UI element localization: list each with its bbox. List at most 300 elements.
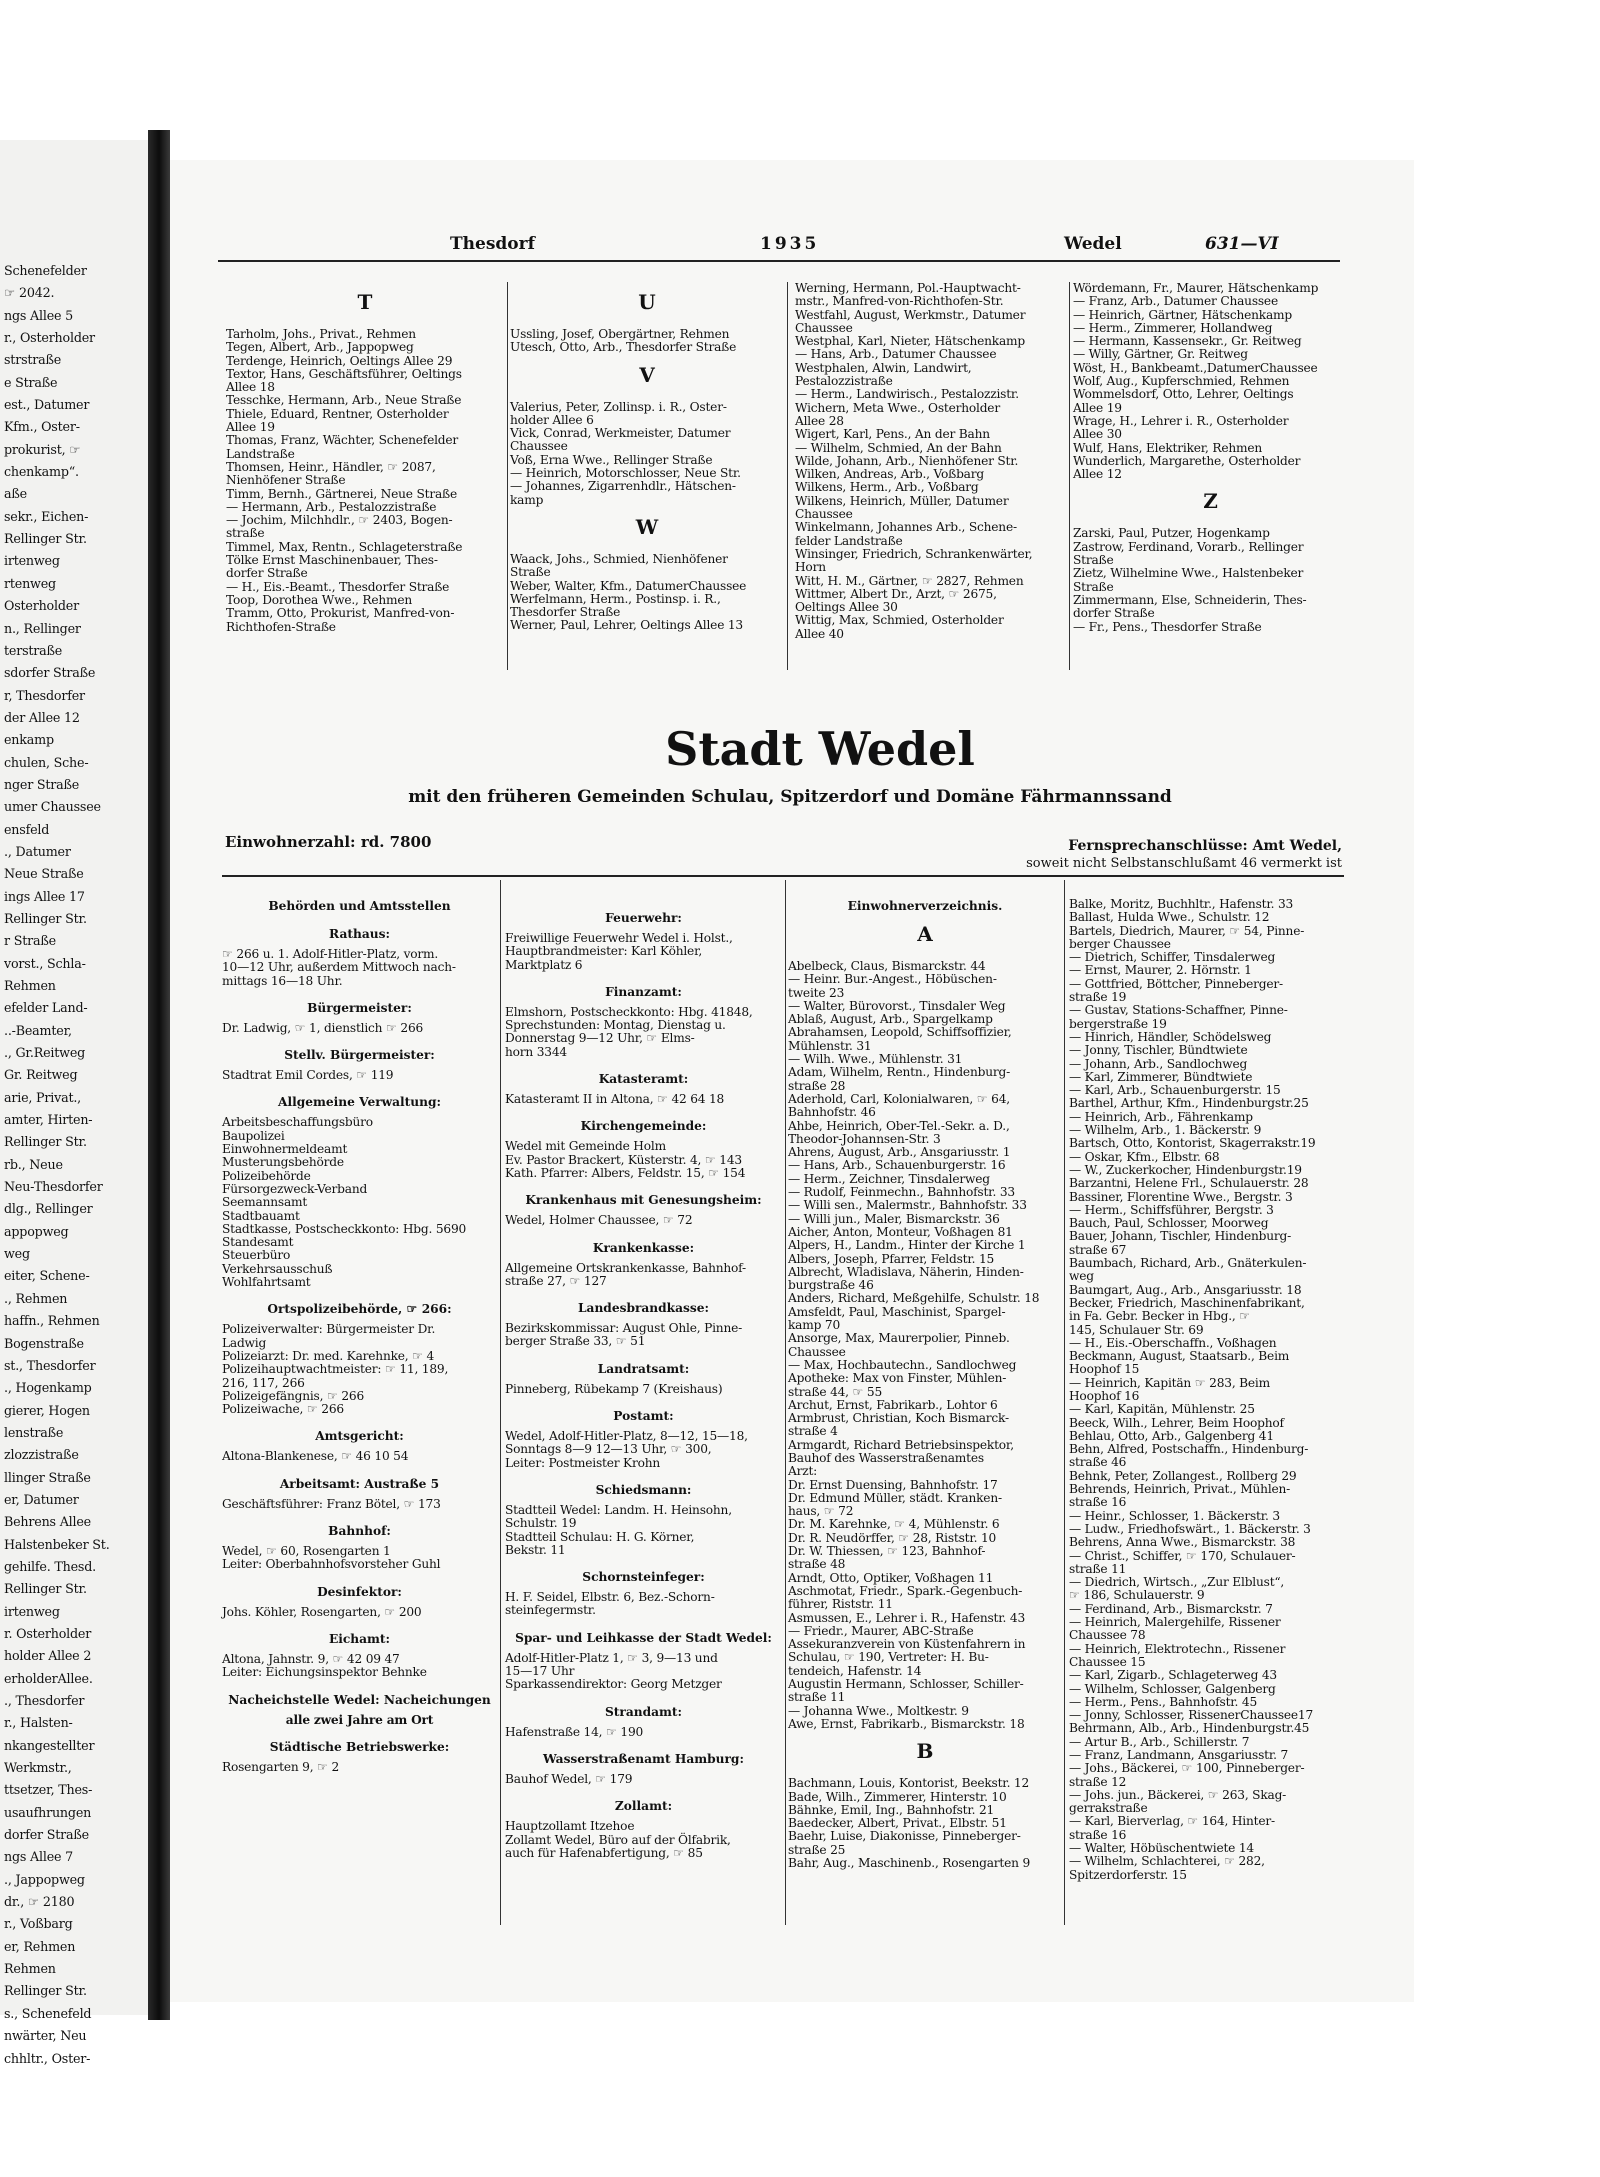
directory-entry: Steuerbüro bbox=[222, 1248, 291, 1263]
left-page-line: holder Allee 2 bbox=[4, 1648, 92, 1664]
directory-entry: Wittig, Max, Schmied, Osterholder bbox=[795, 613, 1004, 628]
directory-entry: Behnk, Peter, Zollangest., Rollberg 29 bbox=[1069, 1468, 1297, 1483]
column-divider bbox=[785, 880, 786, 1925]
directory-entry: Wittmer, Albert Dr., Arzt, ☞ 2675, bbox=[795, 586, 997, 601]
directory-entry: Altona, Jahnstr. 9, ☞ 42 09 47 bbox=[222, 1651, 400, 1666]
column-letter-w-continued bbox=[795, 282, 1067, 641]
left-page-line: irtenweg bbox=[4, 1603, 60, 1619]
directory-entry: 216, 117, 266 bbox=[222, 1375, 305, 1390]
directory-entry: — Karl, Arb., Schauenburgerstr. 15 bbox=[1069, 1083, 1281, 1098]
left-page-line: gierer, Hogen bbox=[4, 1402, 90, 1418]
directory-entry: Werner, Paul, Lehrer, Oeltings Allee 13 bbox=[510, 618, 743, 633]
left-page-line: dorfer Straße bbox=[4, 1827, 89, 1843]
left-page-line: ., Datumer bbox=[4, 843, 71, 859]
subsection-heading: Arbeitsamt: Austraße 5 bbox=[279, 1476, 440, 1491]
directory-entry: mstr., Manfred-von-Richthofen-Str. bbox=[795, 294, 1004, 309]
column-letters-w-z bbox=[1073, 282, 1348, 634]
left-page-line: sekr., Eichen- bbox=[4, 508, 89, 524]
directory-entry: Ev. Pastor Brackert, Küsterstr. 4, ☞ 143 bbox=[505, 1152, 742, 1167]
directory-entry: — Franz, Arb., Datumer Chaussee bbox=[1073, 294, 1278, 309]
directory-entry: — Johs. jun., Bäckerei, ☞ 263, Skag- bbox=[1069, 1787, 1287, 1802]
directory-entry: Wrage, H., Lehrer i. R., Osterholder bbox=[1073, 413, 1289, 428]
directory-entry: Westphal, Karl, Nieter, Hätschenkamp bbox=[795, 334, 1026, 349]
directory-entry: Wedel mit Gemeinde Holm bbox=[505, 1139, 666, 1154]
directory-entry: Wichern, Meta Wwe., Osterholder bbox=[795, 400, 1000, 415]
left-page-line: rtenweg bbox=[4, 575, 56, 591]
directory-entry: — Herm., Schiffsführer, Bergstr. 3 bbox=[1069, 1202, 1274, 1217]
subsection-heading: Spar- und Leihkasse der Stadt Wedel: bbox=[515, 1630, 772, 1645]
directory-entry: Baehr, Luise, Diakonisse, Pinneberger- bbox=[788, 1829, 1021, 1844]
left-page-line: Neue Straße bbox=[4, 866, 84, 882]
left-page-line: ngs Allee 7 bbox=[4, 1849, 74, 1865]
left-page-line: Kfm., Oster- bbox=[4, 419, 80, 435]
directory-entry: Bartels, Diedrich, Maurer, ☞ 54, Pinne- bbox=[1069, 923, 1305, 938]
directory-entry: Behrmann, Alb., Arb., Hindenburgstr.45 bbox=[1069, 1721, 1310, 1736]
directory-entry: Stadtteil Wedel: Landm. H. Heinsohn, bbox=[505, 1502, 732, 1517]
left-page-line: terstraße bbox=[4, 642, 63, 658]
subsection-heading: Krankenkasse: bbox=[592, 1240, 695, 1255]
directory-entry: Wedel, ☞ 60, Rosengarten 1 bbox=[222, 1544, 391, 1559]
left-page-line: prokurist, ☞ bbox=[4, 441, 81, 457]
directory-entry: Ablaß, August, Arb., Spargelkamp bbox=[788, 1012, 993, 1027]
left-page-line: Rellinger Str. bbox=[4, 1134, 87, 1150]
directory-entry: Terdenge, Heinrich, Oeltings Allee 29 bbox=[226, 353, 453, 368]
directory-entry: — Herm., Landwirisch., Pestalozzistr. bbox=[795, 387, 1019, 402]
directory-entry: straße 28 bbox=[788, 1078, 846, 1093]
column-divider bbox=[1069, 282, 1070, 670]
directory-entry: Waack, Johs., Schmied, Nienhöfener bbox=[510, 551, 728, 566]
left-page-line: dr., ☞ 2180 bbox=[4, 1894, 75, 1910]
directory-entry: Zimmermann, Else, Schneiderin, Thes- bbox=[1073, 592, 1307, 607]
directory-entry: Allee 40 bbox=[795, 626, 844, 641]
left-page-line: ., Thesdorfer bbox=[4, 1693, 85, 1708]
left-page-line: Osterholder bbox=[4, 598, 79, 614]
left-page-line: irtenweg bbox=[4, 553, 60, 569]
subsection-heading: Feuerwehr: bbox=[605, 911, 682, 925]
directory-entry: Behn, Alfred, Postschaffn., Hindenburg- bbox=[1069, 1442, 1309, 1457]
directory-entry: Bähnke, Emil, Ing., Bahnhofstr. 21 bbox=[788, 1802, 995, 1817]
left-page-line: der Allee 12 bbox=[4, 709, 80, 725]
directory-entry: Einwohnermeldeamt bbox=[222, 1142, 348, 1157]
directory-entry: — Jochim, Milchhdlr., ☞ 2403, Bogen- bbox=[226, 513, 453, 528]
directory-entry: Adolf-Hitler-Platz 1, ☞ 3, 9—13 und bbox=[505, 1650, 718, 1665]
directory-entry: — Heinrich, Gärtner, Hätschenkamp bbox=[1073, 307, 1293, 322]
directory-entry: Leiter: Eichungsinspektor Behnke bbox=[222, 1665, 427, 1680]
directory-entry: Toop, Dorothea Wwe., Rehmen bbox=[226, 592, 413, 607]
directory-entry: Sparkassendirektor: Georg Metzger bbox=[505, 1677, 722, 1692]
directory-entry: ☞ 266 u. 1. Adolf-Hitler-Platz, vorm. bbox=[222, 947, 439, 961]
directory-entry: Anders, Richard, Meßgehilfe, Schulstr. 18 bbox=[788, 1291, 1040, 1306]
directory-entry: felder Landstraße bbox=[795, 533, 903, 548]
directory-entry: straße 11 bbox=[788, 1690, 846, 1705]
directory-entry: — Max, Hochbautechn., Sandlochweg bbox=[788, 1357, 1017, 1372]
directory-entry: Baumbach, Richard, Arb., Gnäterkulen- bbox=[1069, 1256, 1307, 1271]
directory-entry: Aicher, Anton, Monteur, Voßhagen 81 bbox=[788, 1224, 1013, 1239]
directory-entry: 10—12 Uhr, außerdem Mittwoch nach- bbox=[222, 960, 456, 975]
directory-entry: Pestalozzistraße bbox=[795, 374, 893, 389]
directory-entry: — Karl, Kapitän, Mühlenstr. 25 bbox=[1069, 1402, 1255, 1417]
directory-entry: Polizeiverwalter: Bürgermeister Dr. bbox=[222, 1322, 436, 1337]
directory-entry: straße 44, ☞ 55 bbox=[788, 1384, 883, 1399]
directory-entry: tweite 23 bbox=[788, 985, 845, 1000]
left-page-line: chenkamp“. bbox=[4, 464, 79, 480]
left-page-line: Rellinger Str. bbox=[4, 1983, 87, 1999]
directory-entry: — Dietrich, Schiffer, Tinsdalerweg bbox=[1069, 950, 1276, 965]
directory-entry: Chaussee bbox=[510, 439, 568, 454]
left-page-line: ngs Allee 5 bbox=[4, 307, 74, 323]
directory-entry: Kath. Pfarrer: Albers, Feldstr. 15, ☞ 154 bbox=[505, 1165, 746, 1180]
directory-entry: Sonntags 8—9 12—13 Uhr, ☞ 300, bbox=[505, 1442, 712, 1457]
telephone-note-line1: Fernsprechanschlüsse: Amt Wedel, bbox=[1068, 838, 1342, 854]
subsection-heading: Ortspolizeibehörde, ☞ 266: bbox=[267, 1302, 452, 1317]
left-page-line: ttsetzer, Thes- bbox=[4, 1782, 93, 1798]
left-page-line: r, Thesdorfer bbox=[4, 687, 85, 703]
left-page-line: ☞ 2042. bbox=[4, 285, 55, 301]
subsection-heading: Amtsgericht: bbox=[315, 1429, 404, 1444]
directory-entry: — Oskar, Kfm., Elbstr. 68 bbox=[1069, 1149, 1220, 1164]
directory-entry: Schulstr. 19 bbox=[505, 1516, 577, 1531]
directory-entry: Alpers, H., Landm., Hinter der Kirche 1 bbox=[788, 1238, 1026, 1253]
directory-entry: — Hermann, Arb., Pestalozzistraße bbox=[226, 499, 437, 514]
directory-entry: Tölke Ernst Maschinenbauer, Thes- bbox=[226, 553, 438, 568]
directory-entry: Baupolizei bbox=[222, 1128, 285, 1143]
directory-entry: Straße bbox=[510, 565, 551, 580]
directory-entry: — Wilhelm, Arb., 1. Bäckerstr. 9 bbox=[1069, 1123, 1262, 1138]
directory-entry: Allee 12 bbox=[1073, 467, 1122, 482]
left-page-line: ., Gr.Reitweg bbox=[4, 1045, 86, 1061]
directory-entry: dorfer Straße bbox=[226, 566, 308, 581]
directory-entry: Abrahamsen, Leopold, Schiffsoffizier, bbox=[788, 1025, 1012, 1040]
header-rule bbox=[218, 260, 1340, 262]
left-page-line: dlg., Rellinger bbox=[4, 1201, 93, 1217]
directory-entry: Polizeibehörde bbox=[222, 1168, 311, 1183]
column-letter-t bbox=[226, 282, 504, 634]
subsection-heading: Katasteramt: bbox=[598, 1072, 689, 1087]
directory-entry: Tesschke, Hermann, Arb., Neue Straße bbox=[226, 393, 462, 408]
directory-entry: Tarholm, Johs., Privat., Rehmen bbox=[226, 327, 416, 341]
directory-entry: — Heinr. Bur.-Angest., Höbüschen- bbox=[788, 972, 997, 987]
directory-entry: Amsfeldt, Paul, Maschinist, Spargel- bbox=[788, 1304, 1006, 1319]
directory-entry: — Wilhelm, Schlosser, Galgenberg bbox=[1069, 1681, 1276, 1696]
directory-entry: — Ludw., Friedhofswärt., 1. Bäckerstr. 3 bbox=[1069, 1521, 1311, 1536]
column-heading: Behörden und Amtsstellen bbox=[268, 899, 451, 913]
directory-entry: Winkelmann, Johannes Arb., Schene- bbox=[795, 520, 1017, 535]
subsection-heading: Städtische Betriebswerke: bbox=[269, 1739, 450, 1754]
directory-entry: — Karl, Zimmerer, Bündtwiete bbox=[1069, 1069, 1253, 1084]
directory-entry: Baedecker, Albert, Privat., Elbstr. 51 bbox=[788, 1816, 1007, 1831]
directory-entry: Witt, H. M., Gärtner, ☞ 2827, Rehmen bbox=[795, 573, 1024, 588]
left-page-line: ., Rehmen bbox=[4, 1290, 68, 1306]
directory-entry: Wördemann, Fr., Maurer, Hätschenkamp bbox=[1073, 281, 1319, 295]
directory-entry: Thomsen, Heinr., Händler, ☞ 2087, bbox=[226, 459, 436, 474]
directory-entry: — H., Eis.-Oberschaffn., Voßhagen bbox=[1069, 1335, 1277, 1350]
directory-entry: Leiter: Postmeister Krohn bbox=[505, 1455, 661, 1470]
directory-entry: Donnerstag 9—12 Uhr, ☞ Elms- bbox=[505, 1031, 695, 1046]
directory-entry: Wunderlich, Margarethe, Osterholder bbox=[1073, 453, 1301, 468]
directory-entry: — Hans, Arb., Datumer Chaussee bbox=[795, 347, 997, 362]
directory-entry: Stadtteil Schulau: H. G. Körner, bbox=[505, 1529, 695, 1544]
column-heading: Einwohnerverzeichnis. bbox=[847, 899, 1003, 913]
directory-entry: Bassiner, Florentine Wwe., Bergstr. 3 bbox=[1069, 1189, 1293, 1204]
directory-entry: 15—17 Uhr bbox=[505, 1664, 575, 1679]
directory-entry: tendeich, Hafenstr. 14 bbox=[788, 1663, 922, 1678]
directory-entry: — Gottfried, Böttcher, Pinneberger- bbox=[1069, 976, 1283, 991]
directory-entry: — W., Zuckerkocher, Hindenburgstr.19 bbox=[1069, 1162, 1302, 1177]
directory-entry: Apotheke: Max von Finster, Mühlen- bbox=[788, 1371, 1007, 1386]
directory-entry: Becker, Friedrich, Maschinenfabrikant, bbox=[1069, 1295, 1305, 1310]
column-authorities bbox=[222, 886, 497, 1774]
left-page-line: enkamp bbox=[4, 732, 54, 748]
directory-entry: — Wilh. Wwe., Mühlenstr. 31 bbox=[788, 1052, 963, 1067]
directory-entry: — Christ., Schiffer, ☞ 170, Schulauer- bbox=[1069, 1548, 1296, 1563]
directory-entry: Chaussee 78 bbox=[1069, 1628, 1146, 1643]
header-left-place: Thesdorf bbox=[450, 234, 535, 254]
column-residents-a bbox=[788, 886, 1062, 1870]
directory-entry: Timm, Bernh., Gärtnerei, Neue Straße bbox=[226, 486, 457, 501]
section-letter: B bbox=[916, 1739, 934, 1764]
column-residents-b bbox=[1069, 898, 1345, 1882]
directory-entry: Dr. R. Neudörffer, ☞ 28, Riststr. 10 bbox=[788, 1530, 997, 1545]
directory-entry: — Artur B., Arb., Schillerstr. 7 bbox=[1069, 1734, 1250, 1749]
column-divider bbox=[500, 880, 501, 1925]
directory-entry: Wedel, Holmer Chaussee, ☞ 72 bbox=[505, 1213, 693, 1228]
directory-entry: — Willi sen., Malermstr., Bahnhofstr. 33 bbox=[788, 1198, 1027, 1213]
city-subtitle: mit den früheren Gemeinden Schulau, Spitzerdorf und Domäne Fährmannssand bbox=[408, 787, 1172, 807]
directory-entry: Textor, Hans, Geschäftsführer, Oeltings bbox=[226, 366, 462, 381]
directory-entry: Werning, Hermann, Pol.-Hauptwacht- bbox=[795, 281, 1021, 295]
directory-entry: Bartsch, Otto, Kontorist, Skagerrakstr.19 bbox=[1069, 1136, 1316, 1151]
directory-entry: dorfer Straße bbox=[1073, 606, 1155, 621]
directory-entry: Westfahl, August, Werkmstr., Datumer bbox=[795, 307, 1026, 322]
directory-entry: — Wilhelm, Schmied, An der Bahn bbox=[795, 440, 1002, 455]
directory-entry: Straße bbox=[1073, 553, 1114, 568]
left-page-line: Gr. Reitweg bbox=[4, 1067, 78, 1083]
directory-entry: Hoophof 15 bbox=[1069, 1362, 1140, 1377]
left-facing-page bbox=[0, 140, 170, 2066]
directory-entry: Westphalen, Alwin, Landwirt, bbox=[795, 360, 972, 375]
directory-entry: — Heinr., Schlosser, 1. Bäckerstr. 3 bbox=[1069, 1508, 1280, 1523]
directory-entry: Leiter: Oberbahnhofsvorsteher Guhl bbox=[222, 1557, 441, 1572]
section-letter: W bbox=[635, 514, 659, 539]
directory-entry: Wommelsdorf, Otto, Lehrer, Oeltings bbox=[1073, 387, 1294, 402]
directory-entry: — Heinrich, Malergehilfe, Rissener bbox=[1069, 1615, 1281, 1630]
directory-entry: Freiwillige Feuerwehr Wedel i. Holst., bbox=[505, 931, 733, 945]
directory-entry: Beeck, Wilh., Lehrer, Beim Hoophof bbox=[1069, 1415, 1284, 1430]
directory-entry: Dr. Ladwig, ☞ 1, dienstlich ☞ 266 bbox=[222, 1020, 424, 1035]
directory-entry: — Johannes, Zigarrenhdlr., Hätschen- bbox=[510, 479, 736, 494]
header-page-number: 631—VI bbox=[1205, 234, 1279, 254]
directory-entry: Ladwig bbox=[222, 1335, 267, 1350]
left-page-line: zlozzistraße bbox=[4, 1447, 79, 1463]
directory-entry: Behrends, Heinrich, Privat., Mühlen- bbox=[1069, 1482, 1291, 1497]
directory-entry: führer, Riststr. 11 bbox=[788, 1597, 893, 1612]
directory-entry: — Wilhelm, Schlachterei, ☞ 282, bbox=[1069, 1854, 1265, 1869]
left-page-line: Werkmstr., bbox=[4, 1760, 72, 1776]
directory-entry: Ansorge, Max, Maurerpolier, Pinneb. bbox=[788, 1331, 1010, 1346]
directory-entry: Ahbe, Heinrich, Ober-Tel.-Sekr. a. D., bbox=[788, 1118, 1010, 1133]
directory-entry: H. F. Seidel, Elbstr. 6, Bez.-Schorn- bbox=[505, 1590, 715, 1605]
directory-entry: Zollamt Wedel, Büro auf der Ölfabrik, bbox=[505, 1832, 731, 1847]
directory-entry: — Heinrich, Kapitän ☞ 283, Beim bbox=[1069, 1375, 1270, 1390]
left-page-line: weg bbox=[4, 1246, 30, 1262]
directory-entry: — Johs., Bäckerei, ☞ 100, Pinneberger- bbox=[1069, 1761, 1305, 1776]
directory-entry: Wedel, Adolf-Hitler-Platz, 8—12, 15—18, bbox=[505, 1429, 748, 1444]
directory-entry: Polizeihauptwachtmeister: ☞ 11, 189, bbox=[222, 1362, 449, 1377]
directory-entry: Abelbeck, Claus, Bismarckstr. 44 bbox=[788, 959, 986, 973]
directory-entry: haus, ☞ 72 bbox=[788, 1504, 854, 1519]
directory-entry: Albrecht, Wladislava, Näherin, Hinden- bbox=[788, 1264, 1024, 1279]
directory-entry: Verkehrsausschuß bbox=[222, 1261, 333, 1276]
directory-entry: Voß, Erna Wwe., Rellinger Straße bbox=[510, 452, 713, 467]
left-page-line: n., Rellinger bbox=[4, 620, 81, 636]
directory-entry: Stadtbauamt bbox=[222, 1208, 300, 1223]
directory-entry: — Karl, Zigarb., Schlageterweg 43 bbox=[1069, 1668, 1277, 1683]
subsection-heading: Landratsamt: bbox=[597, 1361, 690, 1376]
directory-entry: — Hans, Arb., Schauenburgerstr. 16 bbox=[788, 1158, 1006, 1173]
left-page-line: Rehmen bbox=[4, 1961, 56, 1977]
directory-entry: Oeltings Allee 30 bbox=[795, 600, 898, 615]
left-page-line: Rellinger Str. bbox=[4, 531, 87, 547]
directory-entry: Bauch, Paul, Schlosser, Moorweg bbox=[1069, 1216, 1269, 1231]
left-page-line: arie, Privat., bbox=[4, 1089, 82, 1105]
left-page-line: er, Rehmen bbox=[4, 1938, 76, 1954]
directory-entry: Bezirkskommissar: August Ohle, Pinne- bbox=[505, 1321, 743, 1336]
subsection-heading: Eichamt: bbox=[328, 1631, 391, 1646]
directory-entry: Rosengarten 9, ☞ 2 bbox=[222, 1759, 340, 1774]
directory-entry: kamp bbox=[510, 492, 544, 507]
left-page-line: appopweg bbox=[4, 1223, 69, 1239]
directory-entry: ☞ 186, Schulauerstr. 9 bbox=[1069, 1588, 1205, 1603]
directory-entry: straße 67 bbox=[1069, 1242, 1127, 1257]
left-page-line: r. Osterholder bbox=[4, 1625, 92, 1641]
directory-entry: Assekuranzverein von Küstenfahrern in bbox=[788, 1637, 1026, 1652]
left-page-line: ings Allee 17 bbox=[4, 888, 85, 904]
directory-entry: Richthofen-Straße bbox=[226, 619, 336, 634]
directory-entry: Nienhöfener Straße bbox=[226, 473, 346, 488]
column-divider bbox=[1064, 880, 1065, 1925]
directory-entry: — Gustav, Stations-Schaffner, Pinne- bbox=[1069, 1003, 1288, 1018]
directory-entry: — Hinrich, Händler, Schödelsweg bbox=[1069, 1029, 1272, 1044]
left-page-line: amter, Hirten- bbox=[4, 1112, 93, 1128]
directory-entry: kamp 70 bbox=[788, 1318, 840, 1333]
directory-entry: Allee 30 bbox=[1073, 427, 1122, 442]
directory-entry: — Jonny, Tischler, Bündtwiete bbox=[1069, 1043, 1248, 1058]
directory-entry: Wigert, Karl, Pens., An der Bahn bbox=[795, 427, 990, 442]
directory-entry: berger Chaussee bbox=[1069, 936, 1171, 951]
directory-entry: Allee 28 bbox=[795, 413, 844, 428]
subsection-heading: Postamt: bbox=[613, 1409, 674, 1424]
left-page-line: nkangestellter bbox=[4, 1737, 95, 1753]
left-page-line: Rellinger Str. bbox=[4, 910, 87, 926]
directory-entry: Hafenstraße 14, ☞ 190 bbox=[505, 1724, 644, 1739]
directory-entry: in Fa. Gebr. Becker in Hbg., ☞ bbox=[1069, 1309, 1250, 1324]
population-line: Einwohnerzahl: rd. 7800 bbox=[225, 833, 432, 851]
directory-entry: Bekstr. 11 bbox=[505, 1542, 566, 1557]
left-page-line: st., Thesdorfer bbox=[4, 1357, 96, 1373]
directory-entry: Valerius, Peter, Zollinsp. i. R., Oster- bbox=[510, 399, 727, 414]
header-year: 1935 bbox=[760, 234, 820, 254]
directory-entry: Vick, Conrad, Werkmeister, Datumer bbox=[510, 426, 731, 441]
left-page-text bbox=[4, 260, 170, 2070]
directory-entry: Stadtkasse, Postscheckkonto: Hbg. 5690 bbox=[222, 1221, 467, 1236]
directory-entry: Hauptbrandmeister: Karl Köhler, bbox=[505, 944, 703, 959]
section-letter: V bbox=[639, 362, 655, 387]
directory-entry: Zastrow, Ferdinand, Vorarb., Rellinger bbox=[1073, 539, 1304, 554]
directory-entry: Aderhold, Carl, Kolonialwaren, ☞ 64, bbox=[788, 1091, 1010, 1106]
directory-entry: Polizeigefängnis, ☞ 266 bbox=[222, 1388, 365, 1403]
directory-entry: Johs. Köhler, Rosengarten, ☞ 200 bbox=[222, 1604, 422, 1619]
directory-entry: Barthel, Arthur, Kfm., Hindenburgstr.25 bbox=[1069, 1096, 1309, 1111]
directory-entry: straße bbox=[226, 526, 265, 541]
directory-entry: Timmel, Max, Rentn., Schlageterstraße bbox=[226, 539, 463, 554]
book-gutter bbox=[148, 130, 170, 2020]
subsection-heading: Stellv. Bürgermeister: bbox=[284, 1048, 435, 1063]
directory-entry: Ballast, Hulda Wwe., Schulstr. 12 bbox=[1069, 910, 1270, 925]
subsection-heading: Bürgermeister: bbox=[307, 1000, 412, 1015]
directory-entry: Bauhof Wedel, ☞ 179 bbox=[505, 1771, 633, 1786]
left-page-line: Halstenbeker St. bbox=[4, 1536, 110, 1552]
directory-entry: Hauptzollamt Itzehoe bbox=[505, 1819, 635, 1834]
subsection-heading: Krankenhaus mit Genesungsheim: bbox=[525, 1193, 762, 1208]
directory-entry: Bahr, Aug., Maschinenb., Rosengarten 9 bbox=[788, 1856, 1030, 1870]
directory-entry: Tegen, Albert, Arb., Jappopweg bbox=[226, 340, 414, 355]
directory-entry: Weber, Walter, Kfm., DatumerChaussee bbox=[510, 578, 747, 593]
directory-entry: alle zwei Jahre am Ort bbox=[285, 1712, 434, 1727]
directory-entry: Augustin Hermann, Schlosser, Schiller- bbox=[788, 1677, 1024, 1692]
subsection-heading: Desinfektor: bbox=[317, 1584, 402, 1599]
directory-entry: Bachmann, Louis, Kontorist, Beekstr. 12 bbox=[788, 1776, 1030, 1791]
directory-entry: — Herm., Zeichner, Tinsdalerweg bbox=[788, 1171, 990, 1186]
directory-entry: Ussling, Josef, Obergärtner, Rehmen bbox=[510, 327, 730, 341]
directory-entry: Katasteramt II in Altona, ☞ 42 64 18 bbox=[505, 1092, 725, 1107]
directory-entry: Chaussee bbox=[788, 1344, 846, 1359]
left-page-line: erholderAllee. bbox=[4, 1670, 93, 1686]
directory-entry: Geschäftsführer: Franz Bötel, ☞ 173 bbox=[222, 1496, 441, 1511]
directory-entry: — Johann, Arb., Sandlochweg bbox=[1069, 1056, 1248, 1071]
left-page-line: ensfeld bbox=[4, 821, 50, 837]
directory-entry: Polizeiarzt: Dr. med. Karehnke, ☞ 4 bbox=[222, 1348, 435, 1363]
directory-entry: Werfelmann, Herm., Postinsp. i. R., bbox=[510, 591, 721, 606]
left-page-line: chhltr., Oster- bbox=[4, 2050, 91, 2066]
directory-entry: Elmshorn, Postscheckkonto: Hbg. 41848, bbox=[505, 1004, 753, 1019]
directory-entry: Chaussee bbox=[795, 320, 853, 335]
left-page-line: Behrens Allee bbox=[4, 1514, 91, 1530]
subsection-heading: Schornsteinfeger: bbox=[582, 1570, 705, 1585]
directory-entry: auch für Hafenabfertigung, ☞ 85 bbox=[505, 1845, 703, 1860]
directory-entry: — H., Eis.-Beamt., Thesdorfer Straße bbox=[226, 579, 450, 594]
directory-entry: Chaussee bbox=[795, 507, 853, 522]
left-page-line: umer Chaussee bbox=[4, 799, 101, 815]
directory-entry: berger Straße 33, ☞ 51 bbox=[505, 1334, 646, 1349]
left-page-line: Schenefelder bbox=[4, 263, 87, 278]
directory-entry: Bauhof des Wasserstraßenamtes bbox=[788, 1450, 984, 1465]
directory-entry: Dr. Ernst Duensing, Bahnhofstr. 17 bbox=[788, 1477, 998, 1492]
directory-entry: straße 48 bbox=[788, 1557, 846, 1572]
left-page-line: usaufhrungen bbox=[4, 1804, 92, 1820]
directory-entry: Landstraße bbox=[226, 446, 295, 461]
directory-entry: Armbrust, Christian, Koch Bismarck- bbox=[788, 1411, 1009, 1426]
directory-entry: Thomas, Franz, Wächter, Schenefelder bbox=[226, 433, 459, 448]
subsection-heading: Nacheichstelle Wedel: Nacheichungen bbox=[228, 1692, 491, 1707]
directory-entry: Albers, Joseph, Pfarrer, Feldstr. 15 bbox=[788, 1251, 995, 1266]
subsection-heading: Schiedsmann: bbox=[595, 1482, 692, 1497]
left-page-line: e Straße bbox=[4, 374, 58, 390]
directory-entry: Spitzerdorferstr. 15 bbox=[1069, 1867, 1187, 1882]
directory-entry: Wulf, Hans, Elektriker, Rehmen bbox=[1073, 440, 1263, 455]
left-page-line: r., Osterholder bbox=[4, 330, 95, 346]
left-page-line: rb., Neue bbox=[4, 1156, 63, 1172]
telephone-note-line2: soweit nicht Selbstanschlußamt 46 vermerkt ist bbox=[1026, 856, 1342, 871]
